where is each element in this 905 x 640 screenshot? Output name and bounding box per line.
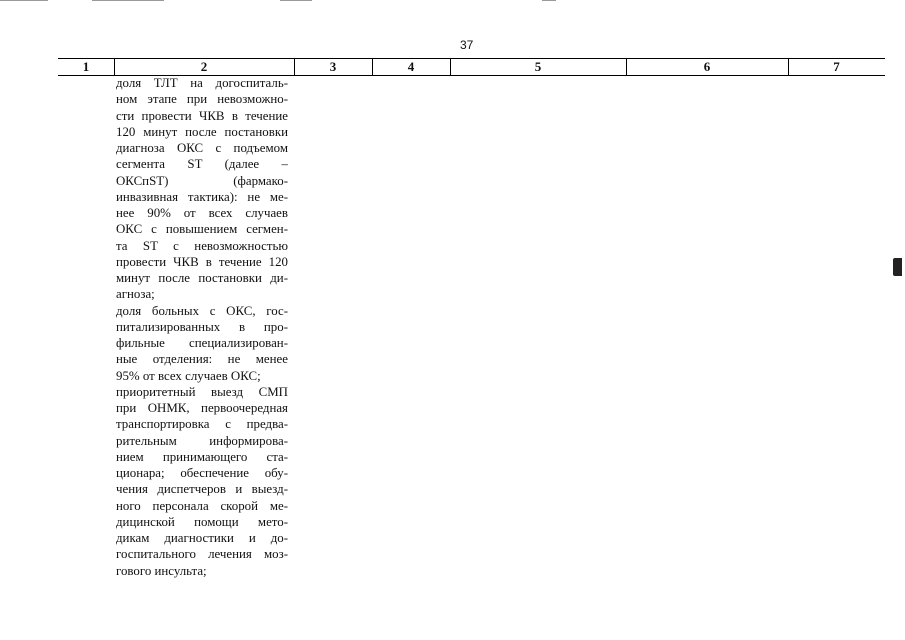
text-line: нием принимающего ста- — [116, 449, 288, 464]
text-line: госпитального лечения моз- — [116, 547, 288, 562]
text-line: та ST с невозможностью — [116, 238, 288, 253]
column-divider — [114, 58, 115, 76]
column-divider — [372, 58, 373, 76]
text-line: дикам диагностики и до- — [116, 531, 288, 545]
text-line: ные отделения: не менее — [116, 352, 288, 367]
page-number: 37 — [460, 38, 474, 52]
scan-binding-mark — [893, 258, 902, 276]
text-line: чения диспетчеров и выезд- — [116, 482, 288, 497]
text-line: доля ТЛТ на догоспиталь- — [116, 76, 288, 90]
scan-mark — [0, 0, 48, 1]
text-line: ного персонала скорой ме- — [116, 498, 288, 513]
column-header-3: 3 — [329, 59, 337, 74]
text-line: при ОНМК, первоочередная — [116, 401, 288, 415]
column-divider — [294, 58, 295, 76]
text-line: ОКС с повышением сегмен- — [116, 222, 288, 237]
column-divider — [626, 58, 627, 76]
text-line: ном этапе при невозможно- — [116, 92, 288, 107]
column-divider — [788, 58, 789, 76]
text-line: рительным информирова- — [116, 433, 288, 448]
column-header-5: 5 — [534, 59, 542, 74]
text-line: нее 90% от всех случаев — [116, 206, 288, 220]
column-header-7: 7 — [833, 59, 840, 74]
text-line: питализированных в про- — [116, 319, 288, 334]
column-2-text — [116, 75, 288, 579]
text-line: диагноза ОКС с подъемом — [116, 141, 288, 155]
text-line: ОКСпST) (фармако- — [116, 173, 288, 188]
text-line: 95% от всех случаев ОКС; — [116, 368, 261, 383]
text-line: провести ЧКВ в течение 120 — [116, 254, 288, 269]
scan-mark — [280, 0, 312, 1]
scan-mark — [542, 0, 556, 1]
column-header-4: 4 — [407, 59, 415, 74]
text-line: доля больных с ОКС, гос- — [116, 303, 288, 318]
scan-mark — [92, 0, 164, 1]
text-line: гового инсульта; — [116, 563, 207, 578]
text-line: фильные специализирован- — [116, 336, 288, 350]
text-line: сти провести ЧКВ в течение — [116, 108, 288, 123]
text-line: минут после постановки ди- — [116, 271, 288, 285]
text-line: сегмента ST (далее – — [116, 157, 288, 172]
column-header-6: 6 — [703, 59, 711, 74]
text-line: дицинской помощи мето- — [116, 514, 288, 529]
text-line: транспортировка с предва- — [116, 417, 288, 432]
text-line: приоритетный выезд СМП — [116, 384, 288, 399]
column-header-1: 1 — [82, 59, 90, 74]
text-line: агноза; — [116, 287, 155, 302]
column-header-2: 2 — [200, 59, 208, 74]
text-line: ционара; обеспечение обу- — [116, 466, 288, 480]
text-line: инвазивная тактика): не ме- — [116, 189, 288, 204]
text-line: 120 минут после постановки — [116, 124, 288, 139]
column-divider — [450, 58, 451, 76]
